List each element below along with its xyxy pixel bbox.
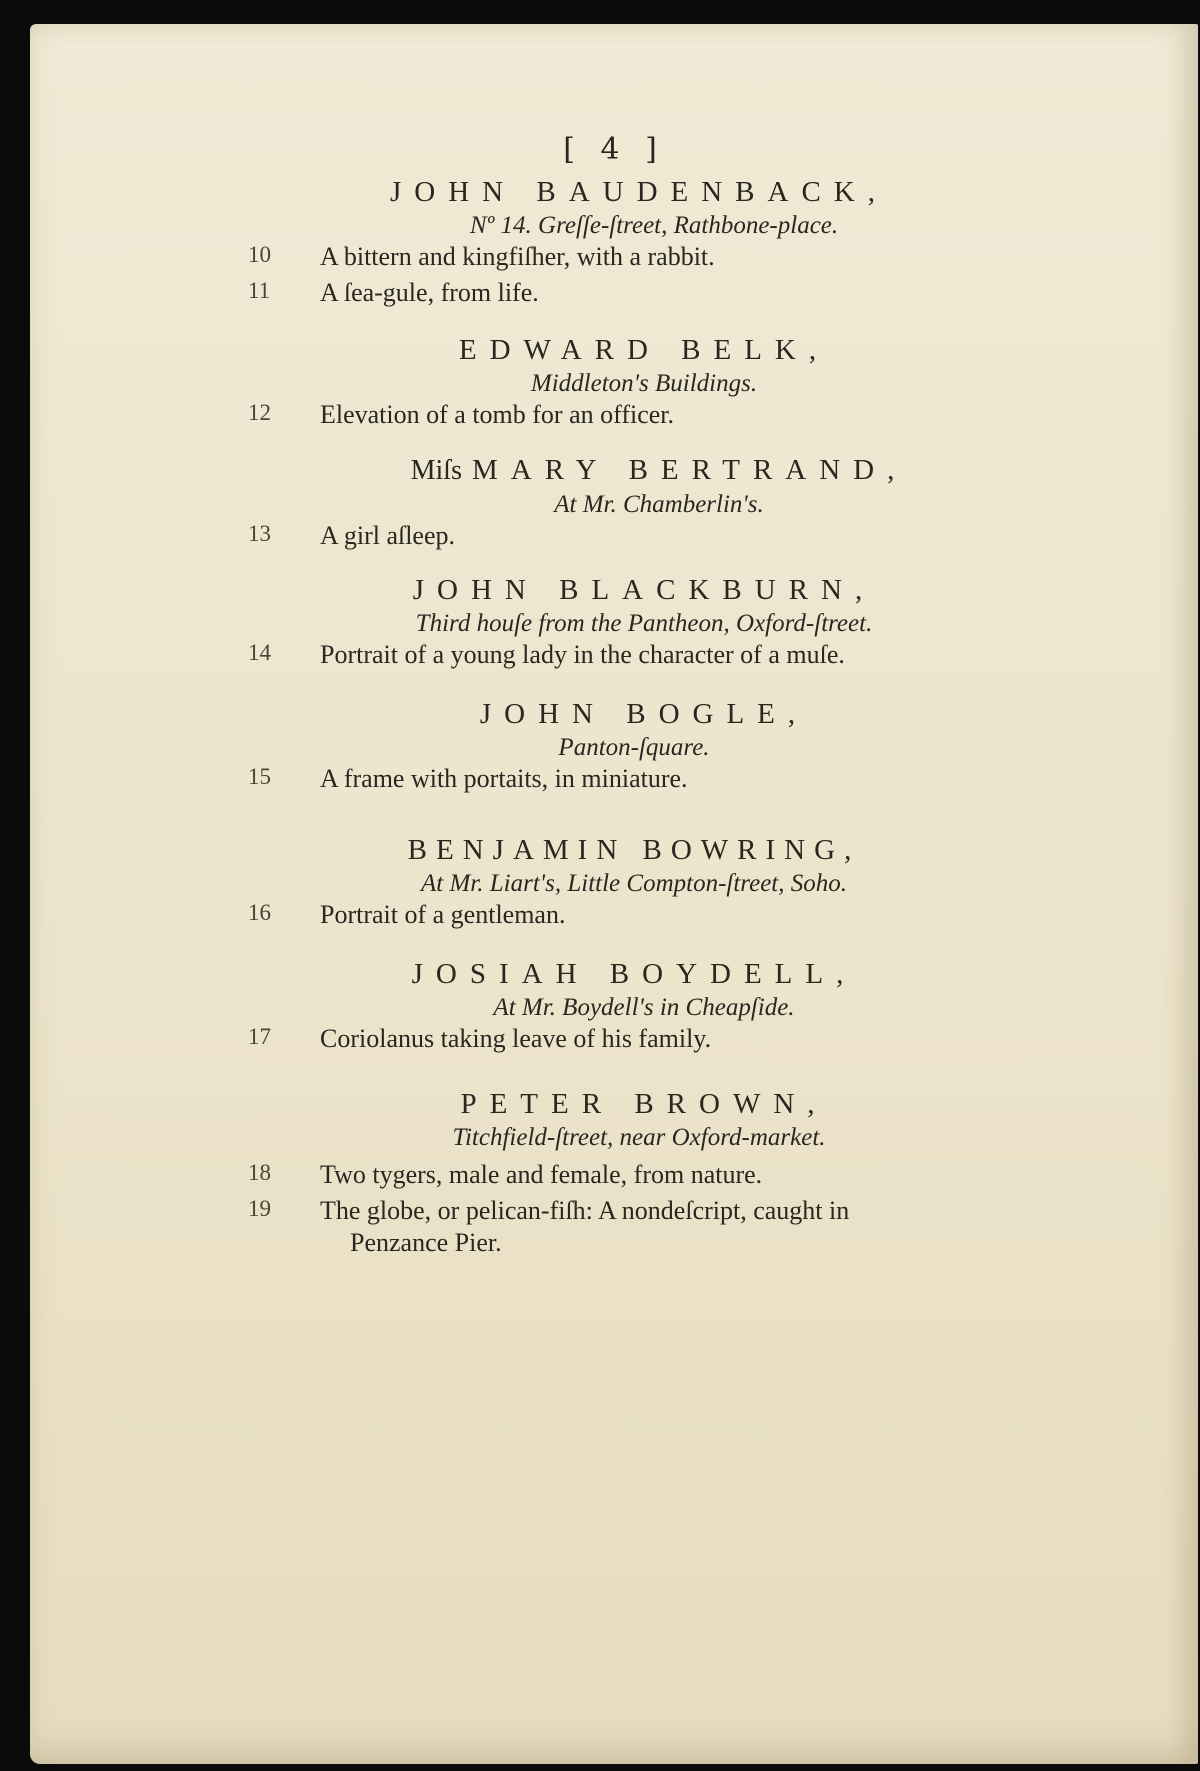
artist-address: At Mr. Liart's, Little Compton-ſtreet, Soho. bbox=[421, 870, 847, 897]
work-title: A girl aſleep. bbox=[320, 521, 456, 550]
work-item bbox=[30, 1160, 1198, 1196]
work-number: 16 bbox=[248, 900, 271, 925]
work-title: Coriolanus taking leave of his family. bbox=[320, 1024, 712, 1053]
work-number: 11 bbox=[248, 278, 271, 303]
catalogue-entry bbox=[30, 832, 1198, 936]
catalogue-entry bbox=[30, 332, 1198, 436]
artist-name: JOHN BAUDENBACK, bbox=[389, 176, 888, 208]
work-item bbox=[30, 764, 1198, 800]
work-item bbox=[30, 242, 1198, 278]
work-title: A bittern and kingfiſher, with a rabbit. bbox=[320, 242, 715, 271]
work-title-continuation: Penzance Pier. bbox=[350, 1228, 502, 1257]
catalogue-entry bbox=[30, 1086, 1198, 1266]
work-title: A ſea-gule, from life. bbox=[320, 278, 539, 307]
artist-name: JOHN BLACKBURN, bbox=[412, 574, 876, 606]
artist-address: Titchfield-ſtreet, near Oxford-market. bbox=[452, 1124, 826, 1151]
artist-address: Panton-ſquare. bbox=[558, 734, 710, 761]
work-item bbox=[30, 278, 1198, 314]
catalogue-entry bbox=[30, 956, 1198, 1060]
artist-name-text: MARY BERTRAND, bbox=[471, 454, 908, 486]
work-item bbox=[30, 1196, 1198, 1266]
artist-name bbox=[30, 452, 1198, 489]
artist-address: Middleton's Buildings. bbox=[530, 370, 758, 397]
work-item bbox=[30, 900, 1198, 936]
work-title bbox=[320, 1196, 849, 1258]
work-title-line: The globe, or pelican-fiſh: A nondeſcript, caught in bbox=[320, 1196, 850, 1225]
catalogue-entry bbox=[30, 572, 1198, 676]
work-number: 17 bbox=[248, 1024, 271, 1049]
work-number: 19 bbox=[248, 1196, 271, 1221]
artist-name: JOHN BOGLE, bbox=[479, 698, 809, 730]
work-number: 13 bbox=[248, 521, 271, 546]
work-number: 14 bbox=[248, 640, 271, 665]
work-number: 10 bbox=[248, 242, 271, 267]
work-number: 15 bbox=[248, 764, 271, 789]
catalogue-entry bbox=[30, 696, 1198, 800]
artist-address: At Mr. Boydell's in Cheapſide. bbox=[493, 994, 795, 1021]
catalogue-page bbox=[30, 24, 1198, 1764]
work-title: Portrait of a young lady in the character of a muſe. bbox=[320, 640, 845, 669]
artist-name: EDWARD BELK, bbox=[458, 334, 830, 366]
artist-address: Third houſe from the Pantheon, Oxford-ſtreet. bbox=[415, 610, 873, 637]
work-item bbox=[30, 1024, 1198, 1060]
artist-address: Nº 14. Greſſe-ſtreet, Rathbone-place. bbox=[469, 212, 839, 239]
catalogue-entry bbox=[30, 174, 1198, 314]
work-title: Two tygers, male and female, from nature. bbox=[320, 1160, 763, 1189]
artist-name: JOSIAH BOYDELL, bbox=[411, 958, 857, 990]
work-item bbox=[30, 521, 1198, 557]
artist-name: BENJAMIN BOWRING, bbox=[407, 834, 861, 866]
work-item bbox=[30, 400, 1198, 436]
work-title: Portrait of a gentleman. bbox=[320, 900, 566, 929]
work-number: 18 bbox=[248, 1160, 271, 1185]
work-title: Elevation of a tomb for an officer. bbox=[320, 400, 675, 429]
page-number: [ 4 ] bbox=[563, 132, 665, 167]
work-number: 12 bbox=[248, 400, 271, 425]
artist-title-prefix: Miſs bbox=[410, 455, 462, 486]
artist-name: PETER BROWN, bbox=[460, 1088, 828, 1120]
catalogue-entry bbox=[30, 452, 1198, 557]
work-item bbox=[30, 640, 1198, 676]
artist-address: At Mr. Chamberlin's. bbox=[554, 491, 764, 518]
work-title: A frame with portaits, in miniature. bbox=[320, 764, 688, 793]
